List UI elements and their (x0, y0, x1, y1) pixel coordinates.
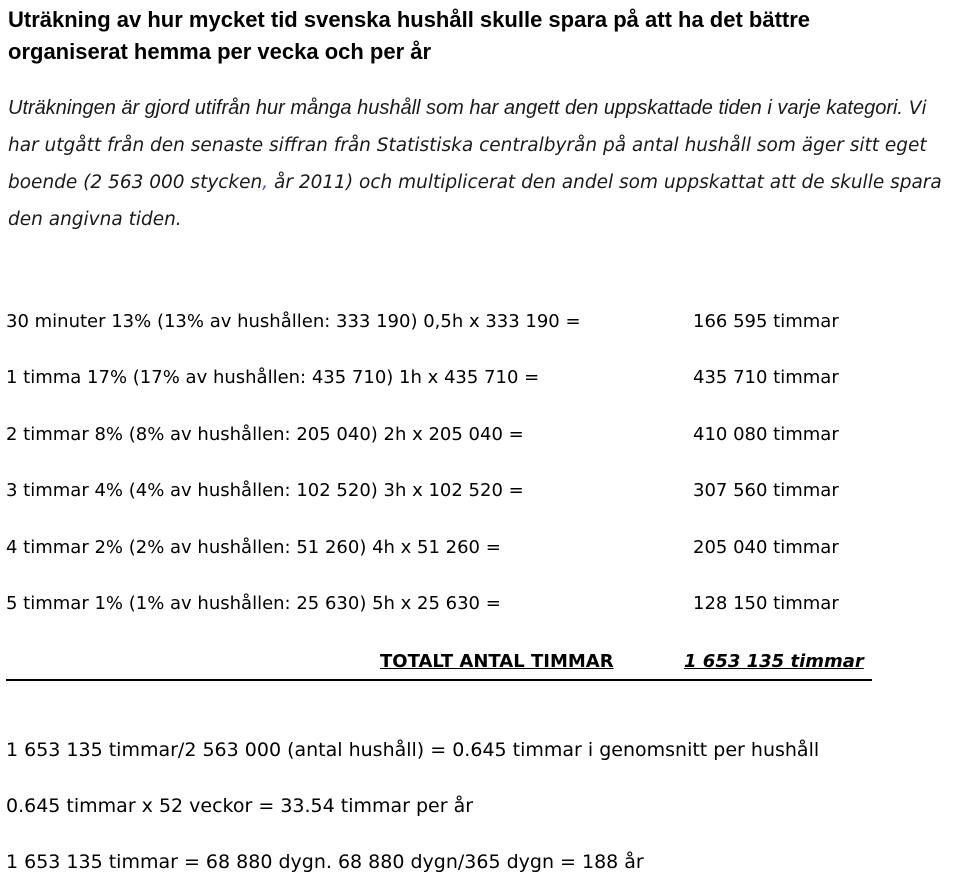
calc-result: 166 595 timmar (693, 311, 839, 332)
calc-result: 128 150 timmar (693, 593, 839, 614)
intro-comma: , (262, 172, 269, 193)
calc-expression: 2 timmar 8% (8% av hushållen: 205 040) 2h x 205 040 = (6, 424, 524, 445)
calc-result: 435 710 timmar (693, 367, 839, 388)
intro-part-1: Uträkningen är gjord utifrån hur många hushåll som har angett den uppskattade tiden i varje kategori. (8, 97, 903, 119)
calc-row-2h (6, 420, 956, 450)
total-row (6, 647, 872, 681)
calc-row-4h (6, 533, 956, 563)
calc-expression: 5 timmar 1% (1% av hushållen: 25 630) 5h x 25 630 = (6, 593, 501, 614)
calc-result: 410 080 timmar (693, 424, 839, 445)
calc-row-30min (6, 307, 956, 337)
summary-hours-per-year: 0.645 timmar x 52 veckor = 33.54 timmar per år (6, 795, 474, 817)
calc-row-5h (6, 589, 956, 619)
calc-row-3h (6, 476, 956, 506)
title-line-2: organiserat hemma per vecka och per år (8, 39, 432, 64)
summary-days-years: 1 653 135 timmar = 68 880 dygn. 68 880 dygn/365 dygn = 188 år (6, 851, 644, 873)
intro-part-2a: Vi har utgått från den senaste siffran från Statistiska centralbyrån på antal hushåll som äger sitt eget boende (2 563 000 stycken (8, 98, 927, 193)
calc-result: 205 040 timmar (693, 537, 839, 558)
total-value: 1 653 135 timmar (684, 651, 864, 672)
calc-expression: 1 timma 17% (17% av hushållen: 435 710) 1h x 435 710 = (6, 367, 540, 388)
page-title (8, 4, 958, 68)
intro-part-2b: år 2011) och multiplicerat den andel som uppskattat att de skulle spara den angivna tiden. (8, 172, 942, 230)
calc-result: 307 560 timmar (693, 480, 839, 501)
calc-row-1h (6, 363, 956, 393)
intro-paragraph (8, 90, 958, 238)
title-line-1: Uträkning av hur mycket tid svenska hushåll skulle spara på att ha det bättre (8, 7, 811, 32)
summary-average-per-household: 1 653 135 timmar/2 563 000 (antal hushåll) = 0.645 timmar i genomsnitt per hushåll (6, 739, 820, 761)
calc-expression: 3 timmar 4% (4% av hushållen: 102 520) 3h x 102 520 = (6, 480, 524, 501)
calc-expression: 4 timmar 2% (2% av hushållen: 51 260) 4h x 51 260 = (6, 537, 501, 558)
calc-expression: 30 minuter 13% (13% av hushållen: 333 190) 0,5h x 333 190 = (6, 311, 581, 332)
total-label: TOTALT ANTAL TIMMAR (380, 651, 614, 672)
